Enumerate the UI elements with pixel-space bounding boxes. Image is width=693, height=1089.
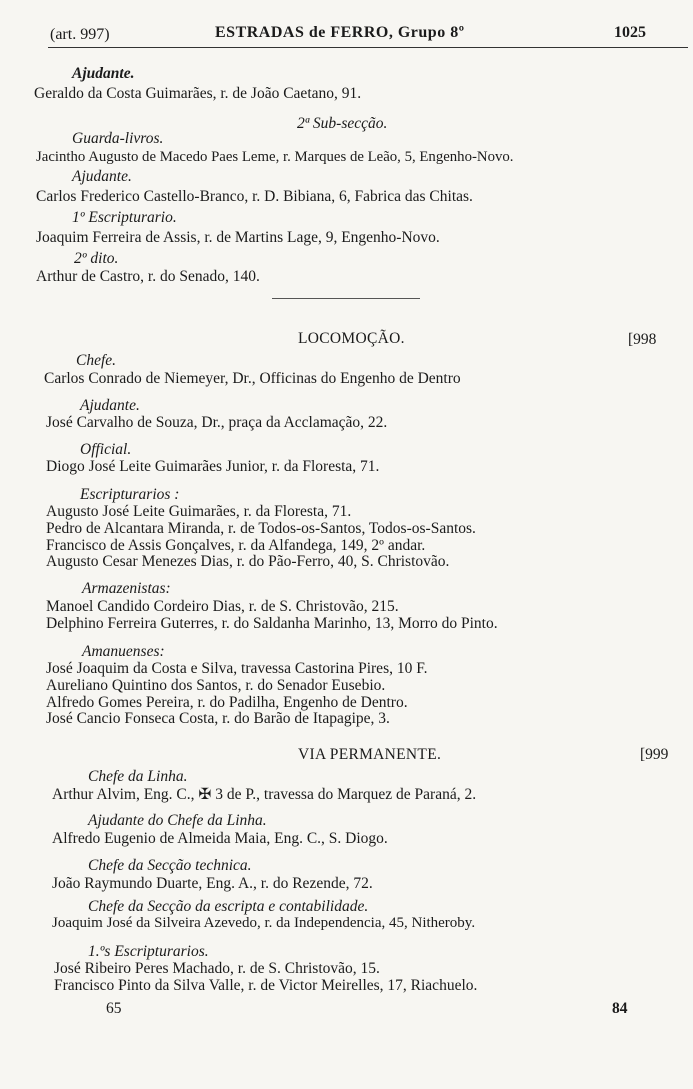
header-title: ESTRADAS de FERRO, Grupo 8º: [215, 24, 465, 41]
role-guarda-livros: Guarda-livros.: [72, 130, 164, 147]
header-article: (art. 997): [50, 26, 110, 43]
entry-chefe-tecnica: João Raymundo Duarte, Eng. A., r. do Rezende, 72.: [52, 875, 373, 892]
label-armazenistas: Armazenistas:: [82, 580, 171, 597]
entry-guarda-livros: Jacintho Augusto de Macedo Paes Leme, r. Marques de Leão, 5, Engenho-Novo.: [36, 149, 514, 165]
role-escripturario-1: 1º Escripturario.: [72, 209, 177, 226]
label-primeiros-escripturarios: 1.ºs Escripturarios.: [88, 943, 209, 960]
role-ajudante: Ajudante.: [72, 65, 135, 82]
list-item: Francisco de Assis Gonçalves, r. da Alfandega, 149, 2º andar.: [46, 537, 426, 554]
entry-chefe-escripta: Joaquim José da Silveira Azevedo, r. da Independencia, 45, Nitheroby.: [52, 915, 476, 931]
list-item: Pedro de Alcantara Miranda, r. de Todos-os-Santos, Todos-os-Santos.: [46, 520, 476, 537]
label-amanuenses: Amanuenses:: [82, 643, 165, 660]
role-escripturario-2: 2º dito.: [74, 250, 119, 267]
label-chefe-linha: Chefe da Linha.: [88, 768, 188, 785]
list-item: Manoel Candido Cordeiro Dias, r. de S. Christovão, 215.: [46, 598, 399, 615]
entry-official: Diogo José Leite Guimarães Junior, r. da Floresta, 71.: [46, 458, 380, 475]
label-chefe: Chefe.: [76, 352, 117, 369]
entry-ajudante-loco: José Carvalho de Souza, Dr., praça da Acclamação, 22.: [46, 414, 388, 431]
entry-ajudante-2: Carlos Frederico Castello-Branco, r. D. Bibiana, 6, Fabrica das Chitas.: [36, 188, 473, 205]
label-chefe-escripta: Chefe da Secção da escripta e contabilidade.: [88, 898, 369, 915]
list-item: Augusto Cesar Menezes Dias, r. do Pão-Ferro, 40, S. Christovão.: [46, 553, 450, 570]
subsection-title: 2ª Sub-secção.: [297, 115, 388, 132]
header-rule: [48, 47, 688, 48]
section-ref-via: [999: [640, 746, 669, 763]
entry-chefe: Carlos Conrado de Niemeyer, Dr., Officinas do Engenho de Dentro: [44, 370, 461, 387]
label-escripturarios: Escripturarios :: [80, 486, 180, 503]
role-ajudante-2: Ajudante.: [72, 168, 132, 185]
list-item: José Joaquim da Costa e Silva, travessa Castorina Pires, 10 F.: [46, 660, 428, 677]
entry-ajudante-chefe: Alfredo Eugenio de Almeida Maia, Eng. C., S. Diogo.: [52, 830, 388, 847]
list-item: José Ribeiro Peres Machado, r. de S. Christovão, 15.: [54, 960, 380, 977]
section-title-locomocao: LOCOMOÇÃO.: [298, 330, 405, 347]
label-ajudante-loco: Ajudante.: [80, 397, 140, 414]
section-ref-locomocao: [998: [628, 331, 657, 348]
list-item: Francisco Pinto da Silva Valle, r. de Victor Meirelles, 17, Riachuelo.: [54, 977, 478, 994]
entry-ajudante: Geraldo da Costa Guimarães, r. de João Caetano, 91.: [34, 85, 362, 102]
list-item: Alfredo Gomes Pereira, r. do Padilha, Engenho de Dentro.: [46, 694, 408, 711]
label-official: Official.: [80, 441, 132, 458]
entry-escripturario-2: Arthur de Castro, r. do Senado, 140.: [36, 268, 260, 285]
label-ajudante-chefe: Ajudante do Chefe da Linha.: [88, 812, 267, 829]
footer-signature: 65: [106, 1000, 122, 1017]
list-item: Augusto José Leite Guimarães, r. da Floresta, 71.: [46, 503, 352, 520]
footer-number: 84: [612, 1000, 628, 1017]
list-item: Aureliano Quintino dos Santos, r. do Senador Eusebio.: [46, 677, 386, 694]
entry-chefe-linha: Arthur Alvim, Eng. C., ✠ 3 de P., travessa do Marquez de Paraná, 2.: [52, 786, 477, 803]
section-divider: [272, 298, 420, 299]
section-title-via-permanente: VIA PERMANENTE.: [298, 746, 442, 763]
list-item: Delphino Ferreira Guterres, r. do Saldanha Marinho, 13, Morro do Pinto.: [46, 615, 498, 632]
header-page-number: 1025: [614, 24, 646, 41]
label-chefe-tecnica: Chefe da Secção technica.: [88, 857, 252, 874]
entry-escripturario-1: Joaquim Ferreira de Assis, r. de Martins Lage, 9, Engenho-Novo.: [36, 229, 440, 246]
list-item: José Cancio Fonseca Costa, r. do Barão de Itapagipe, 3.: [46, 710, 390, 727]
